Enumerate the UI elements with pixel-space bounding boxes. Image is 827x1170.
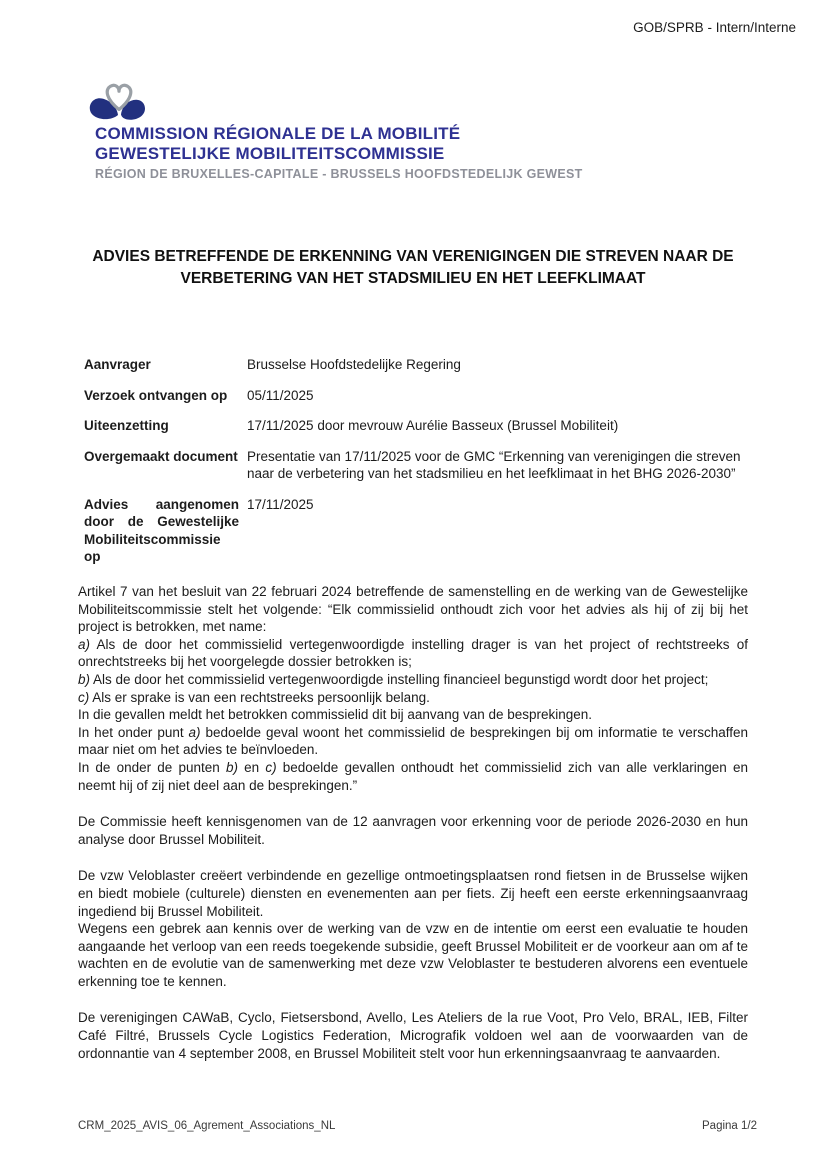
italic-text-segment: c)	[265, 759, 277, 775]
body-paragraph	[78, 671, 748, 689]
body-paragraph	[78, 1009, 748, 1062]
italic-text-segment: a)	[78, 636, 91, 652]
header-classification: GOB/SPRB - Intern/Interne	[633, 20, 796, 35]
meta-row-label: Advies aangenomen door de Gewestelijke Mobiliteitscommissie op	[84, 496, 239, 564]
text-segment: Als de door het commissielid vertegenwoordigde instelling financieel begunstigd wordt door het project;	[90, 671, 709, 687]
meta-row	[84, 417, 748, 435]
body-paragraph	[78, 689, 748, 707]
meta-row-value: 05/11/2025	[247, 387, 314, 403]
meta-table	[84, 356, 748, 579]
body-paragraph	[78, 636, 748, 671]
text-segment: In de onder de punten	[78, 759, 226, 775]
text-segment: De verenigingen CAWaB, Cyclo, Fietsersbond, Avello, Les Ateliers de la rue Voot, Pro Velo, BRAL, IEB, Filter Café Filtré, Brussels Cycle Logistics Federation, Micrografik voldoen wel aan de voorwaarden van de ordonnantie van 4 september 2008, en Brussel Mobiliteit stelt voor hun erkenningsaanvraag te aanvaarden.	[78, 1010, 748, 1061]
meta-row-value: Brusselse Hoofdstedelijke Regering	[247, 357, 461, 372]
heart-wings-logo-icon	[88, 82, 150, 122]
text-segment: Artikel 7 van het besluit van 22 februari 2024 betreffende de samenstelling en de werking van de Gewestelijke Mobiliteitscommissie stelt het volgende: “Elk commissielid onthoudt zich voor het advies als hij of zij bij het project is betrokken, met name:	[78, 584, 748, 635]
italic-text-segment: c)	[78, 689, 90, 705]
text-segment: Als de door het commissielid vertegenwoordigde instelling drager is van het project of rechtstreeks of onrechtstreeks bij het voorgelegde dossier betrokken is;	[78, 636, 748, 670]
meta-row-label: Uiteenzetting	[84, 418, 169, 433]
meta-row	[84, 448, 748, 483]
body-paragraph	[78, 706, 748, 724]
text-segment: bedoelde gevallen onthoudt het commissielid zich van alle verklaringen en neemt hij of zij niet deel aan de besprekingen.”	[78, 759, 748, 793]
document-body	[78, 583, 748, 1062]
italic-text-segment: b)	[78, 671, 91, 687]
text-segment: Wegens een gebrek aan kennis over de werking van de vzw en de intentie om eerst een evaluatie te houden aangaande het verloop van een reeds toegekende subsidie, geeft Brussel Mobiliteit er de voorkeur aan om af te wachten en de evolutie van de samenwerking met deze vzw Veloblaster te bestuderen alvorens een eventuele erkenning toe te kennen.	[78, 921, 748, 989]
body-paragraph	[78, 724, 748, 759]
meta-row-value: Presentatie van 17/11/2025 voor de GMC “Erkenning van verenigingen die streven naar de verbetering van het stadsmilieu en het leefklimaat in het BHG 2026-2030”	[247, 448, 741, 481]
body-paragraph	[78, 867, 748, 920]
meta-row-label: Verzoek ontvangen op	[84, 387, 228, 403]
body-paragraph	[78, 583, 748, 636]
italic-text-segment: a)	[188, 724, 201, 740]
meta-row	[84, 356, 748, 374]
logo-subtitle-region: RÉGION DE BRUXELLES-CAPITALE - BRUSSELS HOOFDSTEDELIJK GEWEST	[95, 167, 583, 181]
text-segment: bedoelde geval woont het commissielid de besprekingen bij om informatie te verschaffen maar niet om het advies te beïnvloeden.	[78, 724, 748, 758]
document-title: ADVIES BETREFFENDE DE ERKENNING VAN VERENIGINGEN DIE STREVEN NAAR DE VERBETERING VAN HET STADSMILIEU EN HET LEEFKLIMAAT	[92, 248, 734, 287]
text-segment: De vzw Veloblaster creëert verbindende en gezellige ontmoetingsplaatsen rond fietsen in de Brusselse wijken en biedt mobiele (culturele) diensten en evenementen aan per fiets. Zij heeft een eerste erkenningsaanvraag ingediend bij Brussel Mobiliteit.	[78, 868, 748, 919]
body-paragraph	[78, 920, 748, 990]
text-segment: Als er sprake is van een rechtstreeks persoonlijk belang.	[89, 689, 430, 705]
italic-text-segment: b)	[225, 759, 238, 775]
text-segment: In die gevallen meldt het betrokken commissielid dit bij aanvang van de besprekingen.	[78, 707, 593, 723]
meta-row-label: Aanvrager	[84, 357, 151, 372]
logo-text	[95, 124, 583, 181]
commission-logo	[86, 82, 583, 181]
footer-filename: CRM_2025_AVIS_06_Agrement_Associations_NL	[78, 1120, 336, 1132]
footer	[78, 1120, 757, 1132]
meta-row-label: Overgemaakt document	[84, 448, 238, 464]
text-segment: In het onder punt	[78, 724, 189, 740]
logo-title-fr: COMMISSION RÉGIONALE DE LA MOBILITÉ	[95, 124, 461, 143]
meta-row	[84, 387, 748, 405]
text-segment: De Commissie heeft kennisgenomen van de 12 aanvragen voor erkenning voor de periode 2026-2030 en hun analyse door Brussel Mobiliteit.	[78, 814, 748, 847]
meta-row	[84, 496, 748, 566]
footer-page-number: Pagina 1/2	[702, 1120, 757, 1132]
body-paragraph	[78, 813, 748, 848]
body-paragraph	[78, 759, 748, 794]
meta-row-value: 17/11/2025	[247, 496, 314, 512]
text-segment: en	[237, 759, 266, 775]
logo-title-nl: GEWESTELIJKE MOBILITEITSCOMMISSIE	[95, 144, 445, 163]
meta-row-value: 17/11/2025 door mevrouw Aurélie Basseux (Brussel Mobiliteit)	[247, 418, 619, 433]
